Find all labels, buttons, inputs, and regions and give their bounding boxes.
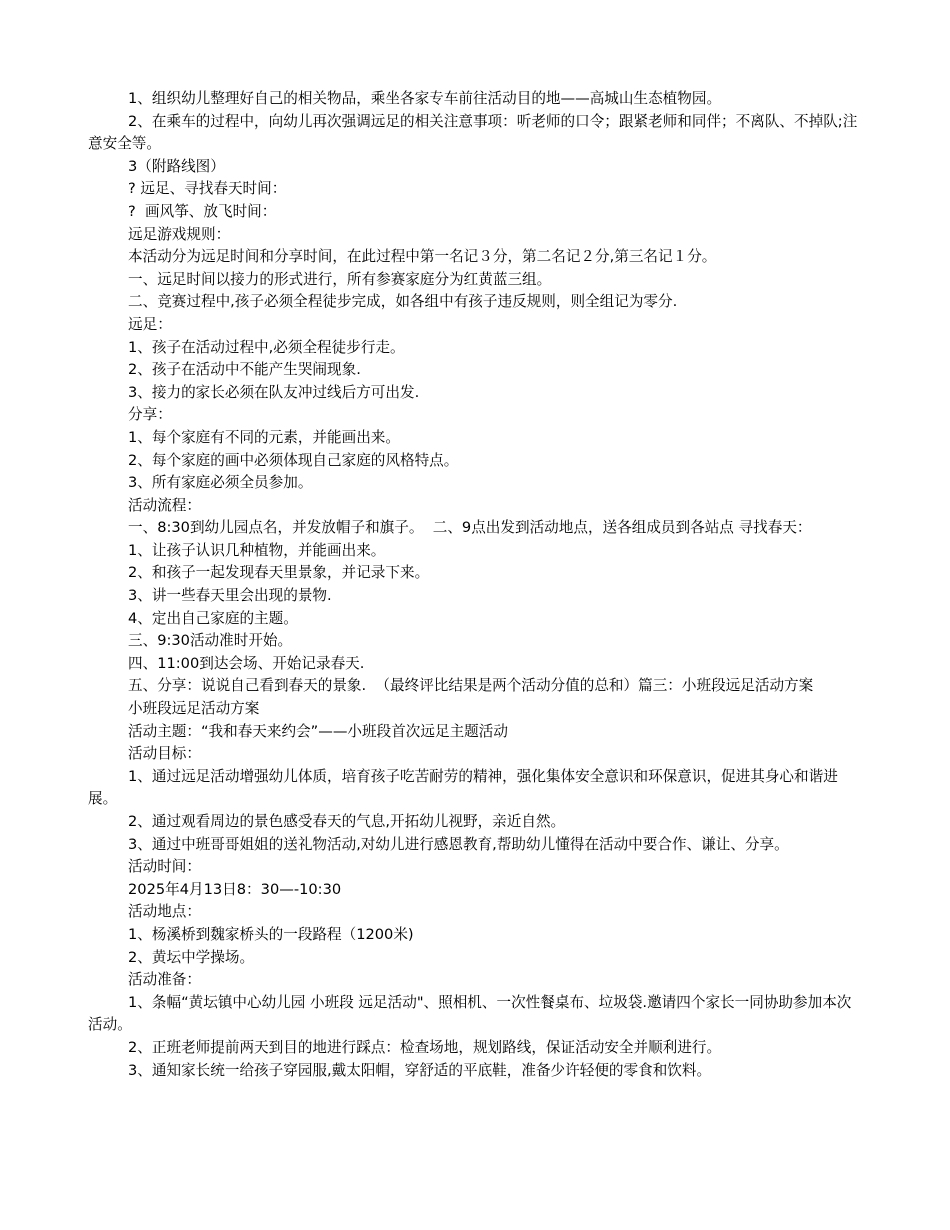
section-heading: 活动准备： bbox=[128, 971, 201, 989]
section-heading: 活动流程： bbox=[128, 496, 201, 514]
list-item: 1、孩子在活动过程中,必须全程徒步行走。 bbox=[128, 338, 405, 356]
list-item: 2、每个家庭的画中必须体现自己家庭的风格特点。 bbox=[128, 451, 459, 469]
list-item: 1、通过远足活动增强幼儿体质，培育孩子吃苦耐劳的精神，强化集体安全意识和环保意识，促进其身心和谐进展。 bbox=[88, 767, 838, 808]
section-heading: 分享： bbox=[128, 406, 172, 424]
list-item: 3、讲一些春天里会出现的景物. bbox=[128, 587, 332, 605]
paragraph: 四、11:00到达会场、开始记录春天. bbox=[128, 654, 365, 672]
list-item: 1、让孩子认识几种植物，并能画出来。 bbox=[128, 541, 386, 559]
document-page bbox=[88, 88, 863, 1082]
paragraph: ? 远足、寻找春天时间： bbox=[128, 180, 287, 198]
section-title: 小班段远足活动方案 bbox=[128, 700, 260, 718]
list-item: 3、通知家长统一给孩子穿园服,戴太阳帽，穿舒适的平底鞋，准备少许轻便的零食和饮料。 bbox=[128, 1061, 712, 1079]
section-heading: 远足游戏规则： bbox=[128, 225, 231, 243]
section-heading: 活动地点： bbox=[128, 903, 201, 921]
list-item: 3、所有家庭必须全员参加。 bbox=[128, 474, 313, 492]
list-item: 1、每个家庭有不同的元素，并能画出来。 bbox=[128, 428, 400, 446]
paragraph: 活动主题：“我和春天来约会”——小班段首次远足主题活动 bbox=[128, 722, 508, 740]
paragraph: 3（附路线图） bbox=[128, 157, 225, 175]
list-item: 2、和孩子一起发现春天里景象，并记录下来。 bbox=[128, 564, 430, 582]
list-item: 2、通过观看周边的景色感受春天的气息,开拓幼儿视野，亲近自然。 bbox=[128, 813, 566, 830]
paragraph: 1、组织幼儿整理好自己的相关物品，乘坐各家专车前往活动目的地——高城山生态植物园。 bbox=[128, 90, 722, 107]
list-item: 4、定出自己家庭的主题。 bbox=[128, 609, 298, 627]
paragraph: 一、8:30到幼儿园点名，并发放帽子和旗子。 二、9点出发到活动地点，送各组成员到各站点 寻找春天： bbox=[128, 519, 812, 537]
list-item: 3、通过中班哥哥姐姐的送礼物活动,对幼儿进行感恩教育,帮助幼儿懂得在活动中要合作、谦让、分享。 bbox=[128, 835, 789, 853]
paragraph: 2、在乘车的过程中，向幼儿再次强调远足的相关注意事项：听老师的口令；跟紧老师和同伴；不离队、不掉队;注意安全等。 bbox=[88, 112, 858, 153]
list-item: 1、条幅“黄坛镇中心幼儿园 小班段 远足活动"、照相机、一次性餐桌布、垃圾袋.邀请四个家长一同协助参加本次活动。 bbox=[88, 993, 852, 1034]
section-heading: 活动目标： bbox=[128, 745, 201, 763]
paragraph: 三、9:30活动准时开始。 bbox=[128, 632, 293, 650]
paragraph: 本活动分为远足时间和分享时间，在此过程中第一名记３分，第二名记２分,第三名记１分。 bbox=[128, 248, 717, 266]
paragraph: 五、分享：说说自己看到春天的景象. （最终评比结果是两个活动分值的总和）篇三：小班段远足活动方案 bbox=[128, 677, 814, 695]
paragraph: 2025年4月13日8：30—-10:30 bbox=[128, 880, 342, 898]
paragraph: ? 画风筝、放飞时间： bbox=[128, 202, 277, 220]
list-item: 1、杨溪桥到魏家桥头的一段路程（1200米) bbox=[128, 925, 414, 943]
paragraph: 二、竞赛过程中,孩子必须全程徒步完成，如各组中有孩子违反规则，则全组记为零分. bbox=[128, 293, 678, 311]
list-item: 2、黄坛中学操场。 bbox=[128, 948, 255, 966]
section-heading: 活动时间： bbox=[128, 858, 201, 876]
list-item: 2、正班老师提前两天到目的地进行踩点：检查场地，规划路线，保证活动安全并顺利进行。 bbox=[128, 1038, 722, 1056]
paragraph: 一、远足时间以接力的形式进行，所有参赛家庭分为红黄蓝三组。 bbox=[128, 270, 552, 288]
list-item: 3、接力的家长必须在队友冲过线后方可出发. bbox=[128, 383, 420, 401]
section-heading: 远足： bbox=[128, 315, 172, 333]
list-item: 2、孩子在活动中不能产生哭闹现象. bbox=[128, 361, 361, 379]
